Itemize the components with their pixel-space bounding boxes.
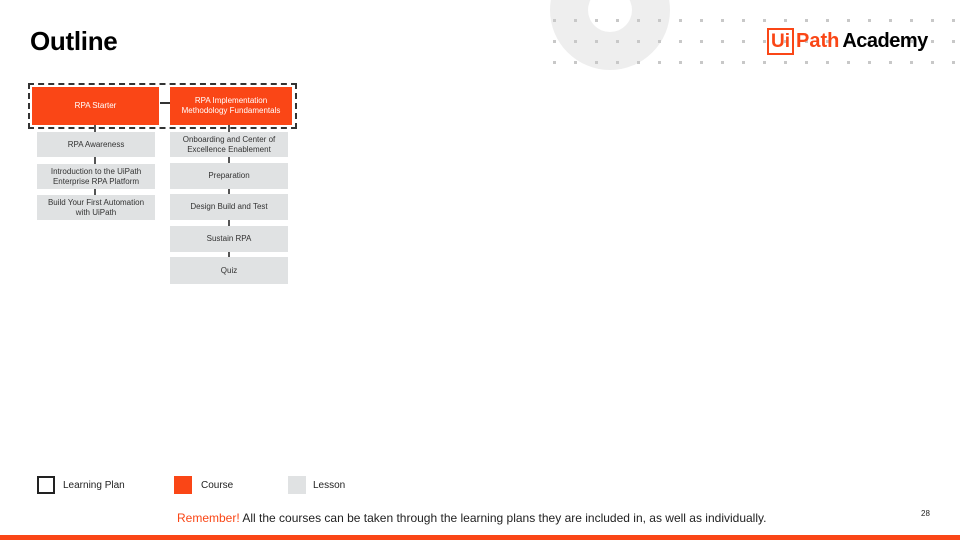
course-rpa-implementation-methodology[interactable]: RPA Implementation Methodology Fundamentals (170, 87, 292, 125)
lesson-onboarding-coe[interactable]: Onboarding and Center of Excellence Enablement (170, 132, 288, 157)
uipath-academy-logo (767, 27, 928, 55)
lesson-rpa-awareness[interactable]: RPA Awareness (37, 132, 155, 157)
legend-learning-plan-swatch (37, 476, 55, 494)
legend-learning-plan-label: Learning Plan (63, 480, 125, 491)
connector (228, 125, 230, 132)
lesson-quiz[interactable]: Quiz (170, 257, 288, 284)
lesson-sustain-rpa[interactable]: Sustain RPA (170, 226, 288, 252)
remember-highlight: Remember! (177, 511, 240, 525)
course-rpa-starter[interactable]: RPA Starter (32, 87, 159, 125)
bottom-accent-bar (0, 535, 960, 540)
page-title: Outline (30, 26, 118, 56)
legend-course-swatch (174, 476, 192, 494)
logo-academy-text: Academy (842, 29, 928, 52)
course-link-line (160, 102, 170, 104)
logo-ui-box: Ui (767, 28, 794, 55)
legend-course-label: Course (201, 480, 234, 491)
lesson-design-build-test[interactable]: Design Build and Test (170, 194, 288, 220)
remember-text: All the courses can be taken through the learning plans they are included in, as well as individually. (239, 511, 767, 525)
lesson-build-first-automation[interactable]: Build Your First Automation with UiPath (37, 195, 155, 220)
logo-path-text: Path (796, 29, 840, 52)
remember-note (177, 511, 766, 525)
connector (94, 125, 96, 132)
legend-lesson-label: Lesson (313, 480, 346, 491)
lesson-intro-uipath-platform[interactable]: Introduction to the UiPath Enterprise RPA Platform (37, 164, 155, 189)
connector (94, 157, 96, 164)
page-number: 28 (921, 509, 930, 518)
legend-lesson-swatch (288, 476, 306, 494)
lesson-preparation[interactable]: Preparation (170, 163, 288, 189)
